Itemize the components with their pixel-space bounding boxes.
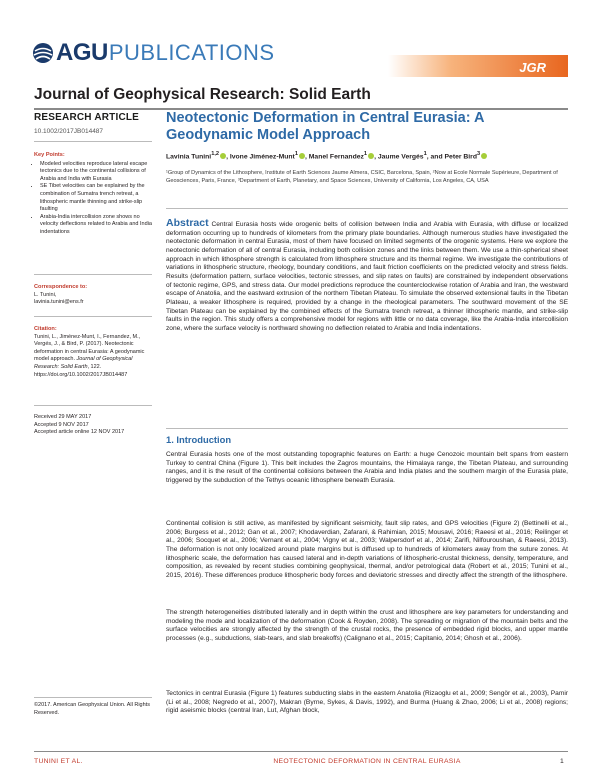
sidebar-divider xyxy=(34,141,152,142)
agu-globe-icon xyxy=(32,42,54,64)
article-title: Neotectonic Deformation in Central Eurasia: A Geodynamic Model Approach xyxy=(166,110,484,143)
correspondence xyxy=(34,284,152,307)
sidebar-divider xyxy=(34,697,152,698)
orcid-icon[interactable] xyxy=(368,153,374,159)
author-name[interactable]: Peter Bird xyxy=(444,153,477,161)
agu-publications-logo xyxy=(32,40,275,66)
author-list: Lavinia Tunini$^{1,2}$ , Ivone Jiménez-Munt$^1$ , Manel Fernandez$^1$ , Jaume Vergés$^1$, and Peter Bird$^3$ xyxy=(166,150,566,161)
logo-publications-text: PUBLICATIONS xyxy=(108,40,275,65)
author-affiliation-marker: 1 xyxy=(423,151,427,157)
body-paragraph: Central Eurasia hosts one of the most outstanding topographic features on Earth: a huge Cenozoic mountain belt spans from eastern Turkey to central China (Figure 1). This belt includes the Zagros mountains, the Himalaya range, the Tibetan Plateau, and surrounding ranges, and it is the result of the continental collisions between the Arabia and India plates and the southern margin of the Eurasia plate, triggered by the subduction of the Tethys oceanic lithosphere beneath Eurasia. xyxy=(166,451,568,484)
body-paragraph: The strength heterogeneities distributed laterally and in depth within the crust and lithosphere are key parameters for understanding and modeling the mode and localization of the deformation (Cook & Royden, 2008). The spreading or migration of the mountain belts and the surface velocities are strongly affected by the strength of the crustal rocks, the presence of embedded rigid blocks, and upper mantle processes (e.g., subductions, slab-tears, and slab breakoffs) (Calignano et al., 2015; Capitanio, 2014; Ghosh et al., 2006). xyxy=(166,609,568,642)
key-points xyxy=(34,152,152,237)
online-date: Accepted article online 12 NOV 2017 xyxy=(34,429,125,436)
citation-doi[interactable]: , 122. https://doi.org/10.1002/2017JB014487 xyxy=(34,363,128,378)
logo-agu-text: AGU xyxy=(56,39,108,66)
orcid-icon[interactable] xyxy=(481,153,487,159)
footer-authors: TUNINI ET AL. xyxy=(34,758,83,765)
citation-journal: Journal of Geophysical Research: Solid Earth xyxy=(34,356,133,370)
correspondence-heading: Correspondence to: xyxy=(34,284,88,290)
body-paragraph: Continental collision is still active, as manifested by significant seismicity, fault slip rates, and GPS velocities (Figure 2) (Bettinelli et al., 2006; Burgess et al., 2012; Gan et al., 2007; Khodaverdian, Zafarani, & Rahimian, 2015; Mousavi, 2016; Raeesi et al., 2016; Reilinger et al., 2006; Socquet et al., 2006; Vernant et al., 2004; Vigny et al., 2003; Walpersdorf et al., 2014; Zarifi, Nilfouroushan, & Raeesi, 2013). The deformation is not only localized around plate margins but is diffused up to hundreds of kilometers away from the suture zones. At lithospheric scale, the deformation has caused lateral and in-depth variations of lithospheric-crustal thickness, density, temperature, and composition, as revealed by recent studies combining geophysical, thermal, and/or petrological data (Robert et al., 2015; Tunini et al., 2015, 2016). These differences produce lithospheric body forces and deviatoric stresses and directly affect the strength of the lithosphere. xyxy=(166,520,568,579)
journal-title: Journal of Geophysical Research: Solid Earth xyxy=(34,86,371,103)
sidebar-divider xyxy=(34,274,152,275)
citation-body xyxy=(34,334,152,380)
orcid-icon[interactable] xyxy=(220,153,226,159)
received-date: Received 29 MAY 2017 xyxy=(34,414,92,420)
key-point-item: • SE Tibet velocities can be explained by the combination of Sumatra trench retreat, a lithospheric mantle thinning and strike-slip faulting xyxy=(40,183,152,213)
key-points-heading: Key Points: xyxy=(34,152,65,158)
author-affiliation-marker: 1,2 xyxy=(211,151,220,157)
article-type: RESEARCH ARTICLE xyxy=(34,112,140,123)
jgr-badge-text: JGR xyxy=(519,60,546,75)
abstract-text: Central Eurasia hosts wide orogenic belts of collision between India and Arabia with Eurasia, with diffuse or localized deformation occurring up to hundreds of kilometers from the primary plate boundaries. Although numerous studies have investigated the neotectonic deformation in central Eurasia, most of them have focused on limited segments of the orogenic systems. Here we explore the neotectonic deformation of all of central Eurasia, including both collision zones and the links between them. We use a thin-spherical sheet approach in which lithosphere strength is calculated from lithosphere structure and its thermal regime. We investigate the contributions of variations in lithospheric structure, rheology, boundary conditions, and fault friction coefficients on the predicted velocity and stress fields. Results (deformation pattern, surface velocities, tectonic stresses, and slip rates on faults) are constrained by independent observations of tectonic regime, GPS, and stress data. Our model predictions reproduce the counterclockwise rotation of Arabia and Iran, the westward escape of Anatolia, and the eastward extrusion of the northern Tibetan Plateau. To simulate the observed extensional faults in the Tibetan Plateau, a weaker lithosphere is required, provided by a change in the rheological parameters. The southward movement of the SE Tibetan Plateau can be explained by the combined effects of the Sumatra trench retreat, a thinner lithospheric mantle, and strike-slip faults in the region. This study offers a comprehensive model for regions with little or no data coverage, like the Arabia-India intercollision zone, where the surface velocity is northward showing no deflection related to Arabia and India indentations. xyxy=(166,221,568,332)
footer-running-title: NEOTECTONIC DEFORMATION IN CENTRAL EURASIA xyxy=(273,758,461,765)
page-number: 1 xyxy=(560,758,565,765)
section-heading: 1. Introduction xyxy=(166,434,232,445)
affiliations: ¹Group of Dynamics of the Lithosphere, Institute of Earth Sciences Jaume Almera, CSIC, Barcelona, Spain, ²Now at Ecole Normale Supérieure, Department of Geosciences, Paris, France, ³Department of Earth, Planetary, and Space Sciences, University of California, Los Angeles, CA, USA xyxy=(166,170,558,184)
author-name[interactable]: Lavinia Tunini xyxy=(166,153,212,161)
section-divider xyxy=(166,428,568,429)
correspondence-name: L. Tunini, xyxy=(34,291,57,298)
copyright: ©2017. American Geophysical Union. All Rights Reserved. xyxy=(34,702,150,716)
jgr-badge xyxy=(388,52,568,82)
author-affiliation-marker: 1 xyxy=(363,151,368,157)
article-doi[interactable]: 10.1002/2017JB014487 xyxy=(34,128,104,135)
author-name[interactable]: Manel Fernandez xyxy=(308,153,364,161)
author-name[interactable]: Jaume Vergés xyxy=(377,153,424,161)
key-point-item: • Arabia-India intercollision zone shows no velocity deflections related to Arabia and India indentations xyxy=(40,214,152,237)
accepted-date: Accepted 9 NOV 2017 xyxy=(34,421,89,428)
sidebar-divider xyxy=(34,405,152,406)
abstract-heading: Abstract xyxy=(166,217,209,229)
author-name[interactable]: Ivone Jiménez-Munt xyxy=(229,153,295,161)
orcid-icon[interactable] xyxy=(299,153,305,159)
abstract-divider xyxy=(166,208,568,209)
publication-dates xyxy=(34,414,152,437)
author-affiliation-marker: 1 xyxy=(294,151,298,157)
sidebar-divider xyxy=(34,316,152,317)
correspondence-email[interactable]: lavinia.tunini@ens.fr xyxy=(34,299,84,306)
citation-text: Tunini, L., Jiménez-Munt, I., Fernandez, M., Vergés, J., & Bird, P. (2017). Neotectonic deformation in central Eurasia: A geodynamic model approach. xyxy=(34,333,145,363)
abstract xyxy=(166,219,568,334)
citation-heading: Citation: xyxy=(34,326,57,332)
author-affiliation-marker: 3 xyxy=(476,151,481,157)
footer-divider xyxy=(34,751,568,752)
citation xyxy=(34,326,152,379)
key-point-item: • Modeled velocities reproduce lateral escape tectonics due to the continental collisions of Arabia and India with Eurasia xyxy=(40,161,152,184)
body-paragraph: Tectonics in central Eurasia (Figure 1) features subducting slabs in the eastern Anatolia (Rizaoglu et al., 2009; Sengör et al., 2003), Pamir (Li et al., 2008; Negredo et al., 2007), Makran (Byrne, Sykes, & Davis, 1992), and Burma (Huang & Zhao, 2006; Li et al., 2008) regions; rigid aseismic blocks (central Iran, Lut, Afghan block, xyxy=(166,690,568,715)
